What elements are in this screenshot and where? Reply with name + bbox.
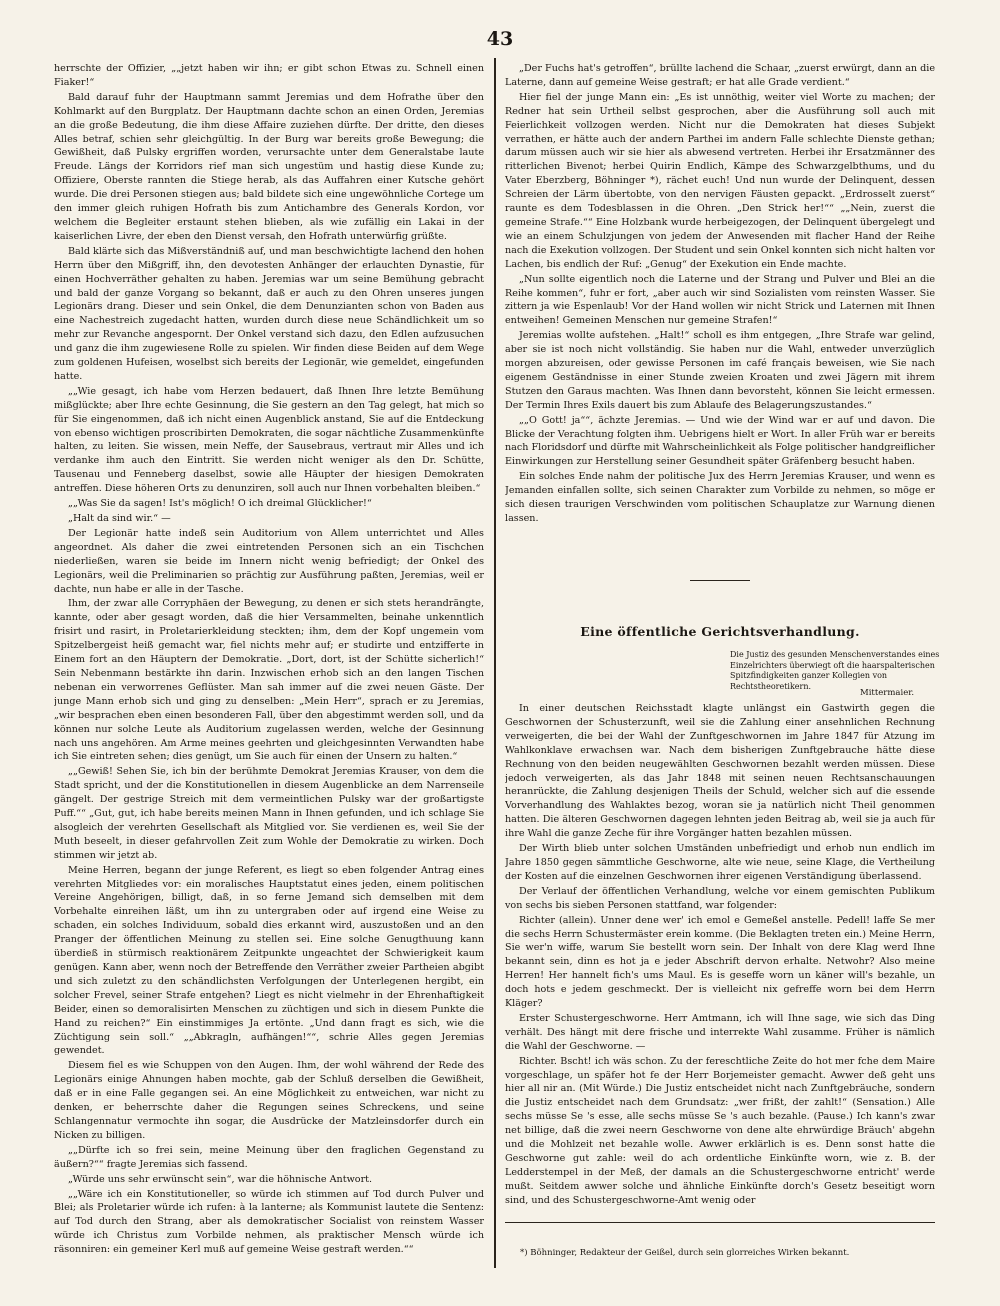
paragraph: herrschte der Offizier, „„jetzt haben wir ihn; er gibt schon Etwas zu. Schnell einen Fiaker!“ <box>54 63 484 88</box>
paragraph: Der Legionär hatte indeß sein Auditorium von Allem unterrichtet und Alles angeordnet. Als daher die zwei eintretenden Personen sich an ein Tischchen niederließen, waren sie beide im Innern nicht wenig befriedigt; der Onkel des Legionärs, weil die Preliminarien so prächtig zur Ausführung paßten, Jeremias, weil er dachte, nun habe er alle in der Tasche. <box>54 527 484 595</box>
paragraph: Jeremias wollte aufstehen. „Halt!“ scholl es ihm entgegen, „Ihre Strafe war gelind, aber sie ist noch nicht vollständig. Sie haben nur die Wahl, entweder unverzüglich morgen abzureisen, oder gewisse Personen im café français beweisen, wie Sie nach eigenem Geständnisse in einer Stunde zweien Kroaten und zwei Jägern mit ihrem Stutzen den Garaus machten. Was Ihnen dann bevorsteht, können Sie leicht ermessen. Der Termin Ihres Exils dauert bis zum Ablaufe des Belagerungszustandes.“ <box>505 330 935 411</box>
paragraph: „„Wie gesagt, ich habe vom Herzen bedauert, daß Ihnen Ihre letzte Bemühung mißglückte; aber Ihre echte Gesinnung, die Sie gestern an den Tag gelegt, hat mich so für Sie eingenommen, daß ich nicht einen Augenblick anstand, Sie auf die Entdeckung von ebenso wichtigen proscribirten Demokraten, die sogar nächtliche Zusammenkünfte halten, zu leiten. Sie wissen, mein Neffe, der Sausebraus, vertraut mir Alles und ich verdanke ihm auch den Eintritt. Sie werden nicht weniger als den Dr. Schütte, Tausenau und Fenneberg daselbst, sowie alle Häupter der hiesigen Demokraten antreffen. Diese höheren Orts zu denunziren, soll auch nur Ihnen vorbehalten bleiben.“ <box>54 385 484 495</box>
right-column <box>505 62 935 567</box>
paragraph: Richter (allein). Unner dene wer' ich emol e Gemeßel anstelle. Pedell! laffe Se mer die sechs Herrn Schustermäster erein komme. (Die Beklagten treten ein.) Meine Herrn, Sie wer'n wiffe, warum Sie bestellt worn sein. Der Inhalt von dere Klag werd Ihne bekannt sein, dinn es hot ja e jeder Abschrift dervon erhalte. Netwohr? Also meine Herren! Her hannelt fich's ums Maul. Es is geseffe worn un käner will's bezahle, un doch hots e jedem geschmeckt. Der is vielleicht nix gefreffe worn bei dem Herrn Kläger? <box>505 914 935 1010</box>
paragraph: Der Verlauf der öffentlichen Verhandlung, welche vor einem gemischten Publikum von sechs bis sieben Personen stattfand, war folgender: <box>505 885 935 911</box>
paragraph: In einer deutschen Reichsstadt klagte unlängst ein Gastwirth gegen die Geschwornen der Schusterzunft, weil sie die Zahlung einer ansehnlichen Rechnung verweigerten, die bei der Wahl der Zunftgeschwornen im Jahre 1847 für Atzung im Wahlkonklave erwachsen war. Nach dem bisherigen Zunftgebrauche hätte diese Rechnung von den beiden neugewählten Geschwornen bezahlt werden müssen. Diese jedoch verweigerten, als das Jahr 1848 mit seinen neuen Rechtsanschauungen heranrückte, die Zahlung desjenigen Theils der Schuld, welcher sich auf die essende Vorverhandlung des Wahlaktes bezog, woran sie ja natürlich nicht Theil genommen hatten. Die älteren Geschwornen dagegen lehnten jeden Beitrag ab, weil sie ja auch für ihre Wahl die ganze Zeche für ihre Vorgänger hatten bezahlen müssen. <box>505 703 935 840</box>
paragraph: Hier fiel der junge Mann ein: „Es ist unnöthig, weiter viel Worte zu machen; der Redner hat sein Urtheil selbst gesprochen, aber die Ausführung soll auch mit Feierlichkeit vollzogen werden. Nicht nur die Demokraten hat dieses Subjekt verrathen, er hätte auch der andern Parthei im andern Falle schlechte Dienste gethan; darum müssen auch wir sie hier als abwesend vertreten. Herbei ihr Ersatzmänner des ritterlichen Bivenot; herbei Quirin Endlich, Kämpe des Schwarzgelbthums, und du Vater Eberzberg, Böhninger *), rächet euch! Und nun wurde der Delinquent, dessen Schreien der Lärm übertobte, von den nervigen Fäusten gepackt. „Erdrosselt zuerst“ raunte es dem Todesblassen in die Ohren. „Den Strick her!““ „„Nein, zuerst die gemeine Strafe.““ Eine Holzbank wurde herbeigezogen, der Delinquent übergelegt und wie an einem Schulzjungen von jedem der Anwesenden mit flacher Hand der Reihe nach die Exekution vollzogen. Der Student und sein Onkel konnten sich nicht halten vor Lachen, bis endlich der Ruf: „Genug“ der Exekution ein Ende machte. <box>505 91 935 270</box>
section-body <box>505 702 935 1217</box>
paragraph: „„Dürfte ich so frei sein, meine Meinung über den fraglichen Gegenstand zu äußern?““ fragte Jeremias sich fassend. <box>54 1144 484 1170</box>
paragraph: „Halt da sind wir.“ — <box>68 513 171 524</box>
footnote-divider <box>505 1222 935 1223</box>
paragraph: Ein solches Ende nahm der politische Jux des Herrn Jeremias Krauser, und wenn es Jemanden einfallen sollte, sich seinen Charakter zum Vorbilde zu nehmen, so möge er sich diesen traurigen Verschwinden vom politischen Schauplatze zur Warnung dienen lassen. <box>505 471 935 524</box>
paragraph: „„Wäre ich ein Konstitutioneller, so würde ich stimmen auf Tod durch Pulver und Blei; als Proletarier würde ich rufen: à la lanterne; als Kommunist lautete die Sentenz: auf Tod durch den Strang, aber als demokratischer Socialist von reinstem Wasser würde ich Christus zum Vorbilde nehmen, als praktischer Mensch würde ich räsonniren: ein gemeiner Kerl muß auf gemeine Weise gestraft werden.““ <box>54 1188 484 1256</box>
paragraph: Richter. Bscht! ich wäs schon. Zu der fereschtliche Zeite do hot mer fche dem Maire vorgeschlage, un späfer hot fe der Herr Borjemeister gemacht. Awwer deß geht uns hier all nir an. (Mit Würde.) Die Justiz entscheidet nicht nach Zunftgebräuche, sondern die Justiz entscheidet nach dem Grundsatz: „wer frißt, der zahlt!“ (Sensation.) Alle sechs müsse Se 's esse, alle sechs müsse Se 's auch bezahle. (Pause.) Ich kann's zwar net billige, daß die zwei neern Geschworne von dene alte ehrwürdige Bräuch' abgehn und die Mohlzeit net bezahle wolle. Awwer erklärlich is es. Denn sonst hatte die Geschworne gut zahle: weil do ach ordentliche Einkünfte worn, wie z. B. der Ledderstempel in der Meß, der damals an die Schustergeschworne entricht' werde mußt. Seitdem awwer solche und ähnliche Einkünfte dorch's Gesetz beseitigt worn sind, und des Schustergeschworne-Amt wenig oder <box>505 1055 935 1206</box>
paragraph: „„Was Sie da sagen! Ist's möglich! O ich dreimal Glücklicher!“ <box>68 498 372 510</box>
epigraph-author: Mittermaier. <box>860 688 915 698</box>
paragraph: Der Wirth blieb unter solchen Umständen unbefriedigt und erhob nun endlich im Jahre 1850 gegen sämmtliche Geschworne, alte wie neue, seine Klage, die Vertheilung der Kosten auf die einzelnen Geschwornen ihrer eigenen Verständigung überlassend. <box>505 843 935 882</box>
paragraph: Diesem fiel es wie Schuppen von den Augen. Ihm, der wohl während der Rede des Legionärs einige Ahnungen haben mochte, gab der Schluß derselben die Gewißheit, daß er in eine Falle gegangen sei. An eine Möglichkeit zu entweichen, war nicht zu denken, er beherrschte daher die Regungen seines Schreckens, und seine Schlangennatur vermochte ihn sogar, die Ausdrücke der Matzleinsdorfer durch ein Nicken zu billigen. <box>54 1060 484 1141</box>
section-title: Eine öffentliche Gerichtsverhandlung. <box>580 624 860 639</box>
paragraph: „Der Fuchs hat's getroffen“, brüllte lachend die Schaar, „zuerst erwürgt, dann an die Laterne, dann auf gemeine Weise gestraft; er hat alle Grade verdient.“ <box>505 63 935 88</box>
paragraph: „„Gewiß! Sehen Sie, ich bin der berühmte Demokrat Jeremias Krauser, von dem die Stadt spricht, und der die Konstitutionellen in diesem Augenblicke an dem Narrenseile gängelt. Der gestrige Streich mit dem vermeintlichen Pulsky war der großartigste Puff.““ „Gut, gut, ich habe bereits meinen Mann in Ihnen gefunden, und ich schlage Sie alsogleich der verehrten Gesellschaft als Mitglied vor. Sie verdienen es, weil Sie der Muth beseelt, in dieser gefahrvollen Zeit zum Wohle der Demokratie zu wirken. Doch stimmen wir jetzt ab. <box>54 766 484 861</box>
paragraph: „Nun sollte eigentlich noch die Laterne und der Strang und Pulver und Blei an die Reihe kommen“, fuhr er fort, „aber auch wir sind Sozialisten vom reinsten Wasser. Sie zittern ja wie Espenlaub! Vor der Hand wollen wir nicht Strick und Laternen mit Ihnen entweihen! Gemeinen Menschen nur gemeine Strafen!“ <box>505 273 935 327</box>
page-number: 43 <box>486 28 514 50</box>
left-column <box>54 62 484 1277</box>
paragraph: Erster Schustergeschworne. Herr Amtmann, ich will Ihne sage, wie sich das Ding verhält. Des hängt mit dere frische und interrekte Wahl zusamme. Früher is nämlich die Wahl der Geschworne. — <box>505 1012 935 1052</box>
column-divider <box>494 58 496 1268</box>
paragraph: Ihm, der zwar alle Corryphäen der Bewegung, zu denen er sich stets herandrängte, kannte, oder aber gesagt worden, daß die hier Versammelten, beinahe unkenntlich frisirt und rasirt, in Proletarierkleidung steckten; ihm, dem der Kopf ungemein vom Spitzelbergeist heiß gemacht war, fiel nichts mehr auf; er studirte und entzifferte in Einem fort an den Häuptern der Demokratie. „Dort, dort, ist der Schütte sicherlich!“ Sein Nebenmann bestärkte ihn darin. Inzwischen erhob sich an den langen Tischen nebenan ein verworrenes Geflüster. Man sah immer auf die zwei neuen Gäste. Der junge Mann erhob sich und ging zu denselben: „Mein Herr“, sprach er zu Jeremias, „wir besprachen eben einen besonderen Fall, über den abgestimmt werden soll, und da können nur solche Leute als Auditorium zugelassen werden, welche der Gesinnung nach uns angehören. Am Arme meines geehrten und gleichgesinnten Verwandten habe ich Sie eintreten sehen; dies genügt, um Sie auch für einen der Unsern zu halten.“ <box>54 598 484 763</box>
paragraph: „Würde uns sehr erwünscht sein“, war die höhnische Antwort. <box>68 1173 373 1185</box>
paragraph: Bald darauf fuhr der Hauptmann sammt Jeremias und dem Hofrathe über den Kohlmarkt auf den Burgplatz. Der Hauptmann dachte schon an einen Orden, Jeremias an die große Bedeutung, die ihm diese Affaire zuziehen dürfte. Der dritte, den dieses Alles betraf, schien sehr gleichgültig. In der Burg war bereits große Bewegung; die Gewißheit, daß Pulsky ergriffen worden, verursachte unter dem Generalstabe laute Freude. Längs der Korridors rief man sich ungestüm und hastig diese Kunde zu; Offiziere, Oberste rannten die Stiege herab, als das Auffahren einer Kutsche gehört wurde. Die drei Personen stiegen aus; bald bildete sich eine ungewöhnliche Cortege um den immer gleich ruhigen Hofrath bis zum Antichambre des Generals Kordon, vor welchem die Begleiter erstaunt stehen blieben, als wie zufällig ein Lakai in der kaiserlichen Livre, der eben den Dienst versah, den Hofrath unterwürfig grüßte. <box>54 91 484 242</box>
paragraph: Meine Herren, begann der junge Referent, es liegt so eben folgender Antrag eines verehrten Mitgliedes vor: ein moralisches Hauptstatut eines jeden, einem politischen Vereine Angehörigen, billigt, daß, in so ferne Jemand sich demselben mit dem Vorbehalte einreihen läßt, um ihn zu untergraben oder auf irgend eine Weise zu schaden, ein solches Individuum, sobald dies erkannt wird, auszustoßen und an den Pranger der öffentlichen Meinung zu stellen sei. Eine solche Genugthuung kann überdieß in stürmisch reaktionärem Zeitpunkte ungeachtet der Schwierigkeit kaum genügen. Kann aber, wenn noch der Betreffende den Verräther zweier Partheien abgibt und sich zuletzt zu den schändlichsten Verfolgungen der Unterlegenen hergibt, ein solcher Frevel, seiner Strafe entgehen? Liegt es nicht vielmehr in der Ehrenhaftigkeit Beider, einen so demoralisirten Menschen zu züchtigen und sich in diesem Punkte die Hand zu reichen?“ Ein einstimmiges Ja ertönte. „Und dann fragt es sich, wie die Züchtigung sein soll.“ „„Abkragln, aufhängen!““, schrie Alles gegen Jeremias gewendet. <box>54 864 484 1057</box>
paragraph: Bald klärte sich das Mißverständniß auf, und man beschwichtigte lachend den hohen Herrn über den Mißgriff, ihn, den devotesten Anhänger der erlauchten Dynastie, für einen Hochverräther gehalten zu haben. Jeremias war um seine Bemühung gebracht und bald der ganze Vorgang so bekannt, daß er auch zu den Ohren unseres jungen Legionärs drang. Dieser und sein Onkel, die dem Denunzianten schon von Baden aus eine Nachestreich zugedacht hatten, wurden durch diese neue Schändlichkeit um so mehr zur Revanche angespornt. Der Onkel verstand sich dazu, den Edlen aufzusuchen und ganz die ihm zugewiesene Rolle zu spielen. Wir finden diese Beiden auf dem Wege zum goldenen Hufeisen, woselbst sich bereits der Legionär, wie gemeldet, eingefunden hatte. <box>54 245 484 382</box>
paragraph: „„O Gott! ja““, ächzte Jeremias. — Und wie der Wind war er auf und davon. Die Blicke der Verachtung folgten ihm. Uebrigens hielt er Wort. In aller Früh war er bereits nach Floridsdorf und dürfte mit Wahrscheinlichkeit als Folge politischer handgreiflicher Einwirkungen zur Herstellung seiner Gesundheit später Gräfenberg besucht haben. <box>505 414 935 468</box>
epigraph: Die Justiz des gesunden Menschenverstandes eines Einzelrichters überwiegt oft die haarspalterischen Spitzfindigkeiten ganzer Kollegien von Rechtstheoretikern. <box>730 650 940 691</box>
footnote: *) Böhninger, Redakteur der Geißel, durch sein glorreiches Wirken bekannt. <box>520 1248 850 1258</box>
section-divider <box>690 580 750 581</box>
